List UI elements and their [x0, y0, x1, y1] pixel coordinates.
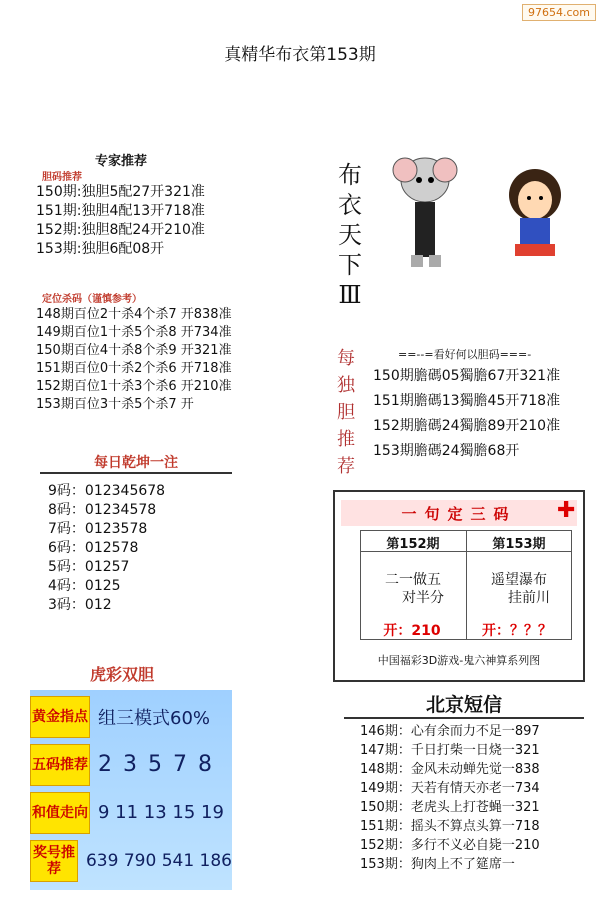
list-item: 152期：多行不义必自毙一210	[360, 838, 540, 853]
daily-list	[48, 482, 165, 615]
one-sentence-title: 一句定三码	[341, 500, 577, 526]
list-item: 153期百位3十杀5个杀7 开	[36, 397, 194, 412]
list-item: 146期：心有余而力不足一897	[360, 724, 540, 739]
buyi-vertical-title	[333, 160, 367, 310]
hucai-row	[30, 790, 232, 835]
vertical-char: 荐	[337, 456, 355, 477]
list-item: 9码：012345678	[48, 483, 166, 499]
list-item: 151期：摇头不算点头算一718	[360, 819, 540, 834]
hucai-title: 虎彩双胆	[90, 665, 155, 684]
vertical-char: 天	[338, 221, 362, 249]
kill-subtitle: 定位杀码（谨慎参考）	[42, 294, 142, 305]
col2-head: 第153期	[492, 537, 546, 552]
list-item: 150期膽碼05獨膽67开321准	[373, 368, 561, 384]
list-item: 150期:独胆5配27开321准	[36, 184, 205, 200]
list-item: 5码：01257	[48, 559, 130, 575]
list-item: 6码：012578	[48, 540, 139, 556]
list-item: 150期百位4十杀8个杀9 开321准	[36, 343, 232, 358]
page-title: 真精华布衣第153期	[224, 45, 376, 65]
list-item: 4码：0125	[48, 578, 121, 594]
daily-dan-header: ==--=看好何以胆码===-	[398, 348, 532, 361]
vertical-char: 每	[337, 348, 355, 369]
one-sentence-footer: 中国福彩3D游戏-鬼六神算系列图	[377, 654, 541, 667]
expert-title: 专家推荐	[95, 154, 148, 169]
list-item: 8码：01234578	[48, 502, 157, 518]
one-sentence-box	[333, 490, 585, 682]
hucai-label: 黄金指点	[30, 696, 90, 738]
col2-text2: 挂前川	[508, 590, 550, 606]
list-item: 149期：天若有情天亦老一734	[360, 781, 540, 796]
vertical-char: 衣	[338, 191, 362, 219]
list-item: 151期膽碼13獨膽45开718准	[373, 393, 561, 409]
beijing-title: 北京短信	[344, 690, 584, 719]
hucai-label: 奖号推荐	[30, 840, 78, 882]
list-item: 153期：狗肉上不了筵席一	[360, 857, 515, 872]
list-item: 148期：金风未动蝉先觉一838	[360, 762, 540, 777]
hucai-row	[30, 742, 232, 787]
list-item: 152期膽碼24獨膽89开210准	[373, 418, 561, 434]
vertical-char: 胆	[337, 402, 355, 423]
expert-subtitle: 胆码推荐	[42, 172, 82, 183]
list-item: 152期百位1十杀3个杀6 开210准	[36, 379, 232, 394]
hucai-row	[30, 694, 232, 739]
list-item: 151期百位0十杀2个杀6 开718准	[36, 361, 232, 376]
list-item: 3码：012	[48, 597, 112, 613]
hucai-value: 9 11 13 15 19	[98, 802, 224, 823]
hucai-value: 639 790 541 186	[85, 850, 232, 871]
col2-text1: 遥望瀑布	[491, 572, 547, 588]
col2-open: 开：？？？	[482, 623, 552, 639]
list-item: 148期百位2十杀4个杀7 开838准	[36, 307, 232, 322]
list-item: 153期:独胆6配08开	[36, 241, 165, 257]
list-item: 152期:独胆8配24开210准	[36, 222, 205, 238]
hucai-label: 五码推荐	[30, 744, 90, 786]
expert-list	[36, 183, 205, 259]
hucai-row	[30, 838, 232, 883]
col1-head: 第152期	[386, 537, 440, 552]
vertical-char: 布	[338, 161, 362, 189]
daily-title: 每日乾坤一注	[40, 452, 232, 474]
list-item: 149期百位1十杀5个杀8 开734准	[36, 325, 232, 340]
vertical-char: 下	[338, 251, 362, 279]
col1-text1: 二一做五	[385, 572, 441, 588]
daily-dan-vertical-title	[333, 345, 359, 480]
col1-text2: 对半分	[402, 590, 444, 606]
list-item: 7码：0123578	[48, 521, 148, 537]
list-item: 153期膽碼24獨膽68开	[373, 443, 520, 459]
hucai-value: 2 3 5 7 8	[98, 752, 214, 777]
site-watermark[interactable]: 97654.com	[522, 4, 596, 21]
col1-open: 开：210	[383, 623, 441, 639]
vertical-char: Ⅲ	[338, 281, 362, 309]
hucai-value: 组三模式60%	[98, 707, 211, 729]
china-mark-icon: ✚	[557, 498, 576, 523]
vertical-char: 独	[337, 375, 355, 396]
hucai-panel	[30, 690, 232, 890]
hucai-label: 和值走向	[30, 792, 90, 834]
cartoon-illustration	[385, 150, 585, 290]
list-item: 150期：老虎头上打苍蝇一321	[360, 800, 540, 815]
vertical-char: 推	[337, 429, 355, 450]
list-item: 151期:独胆4配13开718准	[36, 203, 205, 219]
list-item: 147期：千日打柴一日烧一321	[360, 743, 540, 758]
kill-list	[36, 306, 232, 414]
daily-dan-list	[373, 364, 560, 464]
beijing-list	[360, 722, 540, 874]
